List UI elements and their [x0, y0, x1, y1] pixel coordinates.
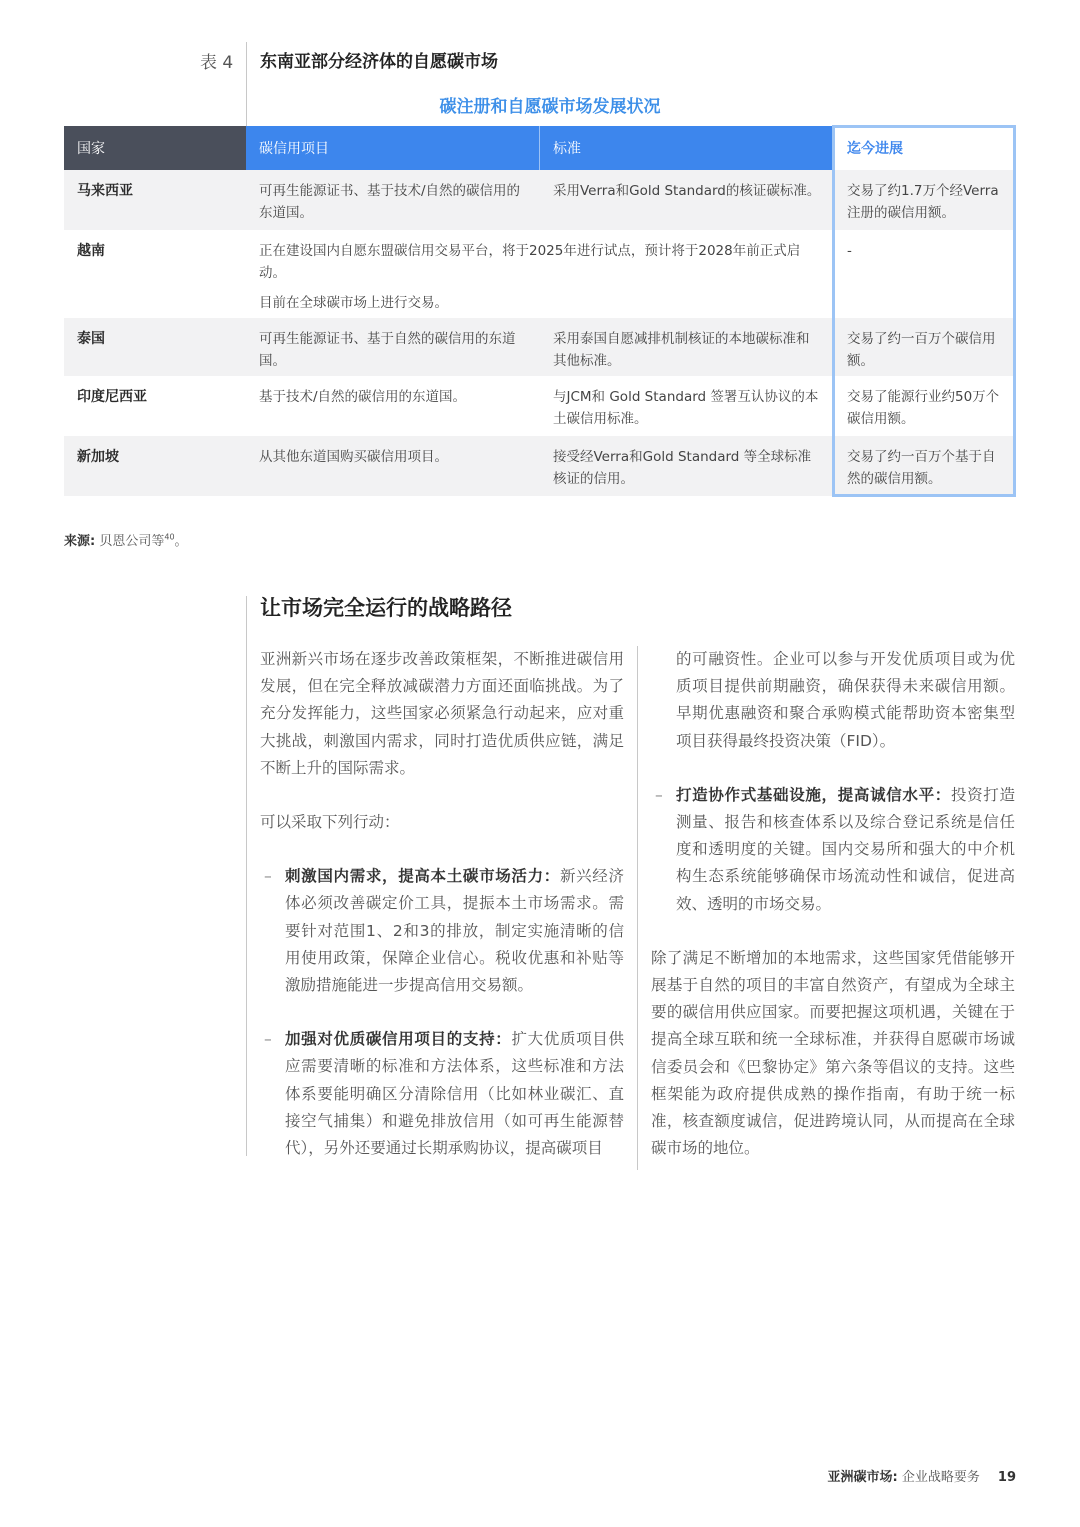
- bullet-item: [260, 1026, 624, 1162]
- cell-project-standard-combined: [246, 230, 834, 318]
- right-column: [651, 646, 1015, 1189]
- table-header-row: [64, 126, 1016, 170]
- combined-text: 正在建设国内自愿东盟碳信用交易平台，将于2025年进行试点，预计将于2028年前正式启动。: [259, 243, 801, 281]
- source-footnote-ref: 40: [164, 532, 175, 542]
- cell-country: 新加坡: [77, 449, 119, 465]
- cell-project: 基于技术/自然的碳信用的东道国。: [259, 389, 467, 405]
- table-row: [64, 230, 1016, 318]
- table-row: [64, 376, 1016, 436]
- cell-project: 可再生能源证书、基于技术/自然的碳信用的东道国。: [259, 183, 521, 221]
- cell-country: 越南: [77, 243, 105, 259]
- cell-progress: -: [847, 243, 852, 259]
- bullet-item: [260, 863, 624, 999]
- cell-progress: 交易了约一百万个碳信用额。: [847, 331, 996, 369]
- bullet-continuation: 的可融资性。企业可以参与开发优质项目或为优质项目提供前期融资，确保获得未来碳信用额。早期优惠融资和聚合承购模式能帮助资本密集型项目获得最终投资决策（FID）。: [676, 650, 1015, 750]
- source-end: 。: [174, 534, 188, 549]
- cell-country: 泰国: [77, 331, 105, 347]
- table-row: [64, 436, 1016, 496]
- table-source: [64, 530, 188, 549]
- dash-bullet-icon: –: [655, 785, 663, 804]
- bullet-heading: 刺激国内需求，提高本土碳市场活力：: [285, 867, 560, 886]
- cell-standard: 采用Verra和Gold Standard的核证碳标准。: [553, 183, 821, 199]
- cell-progress: 交易了约一百万个基于自然的碳信用额。: [847, 449, 996, 487]
- bullet-text: 新兴经济体必须改善碳定价工具，提振本土市场需求。需要针对范围1、2和3的排放，制定实施清晰的信用使用政策，保障企业信心。税收优惠和补贴等激励措施能进一步提高信用交易额。: [285, 867, 624, 995]
- carbon-market-table: [64, 126, 1016, 496]
- combined-text-2: 目前在全球碳市场上进行交易。: [259, 295, 448, 311]
- footer-title: 亚洲碳市场:: [827, 1470, 898, 1485]
- section-divider: [246, 596, 247, 1156]
- section-title: 让市场完全运行的战略路径: [260, 596, 512, 620]
- footer-subtitle: 企业战略要务: [901, 1470, 980, 1485]
- dash-bullet-icon: –: [264, 867, 272, 886]
- actions-intro: 可以采取下列行动：: [260, 813, 400, 832]
- table-row: [64, 170, 1016, 230]
- bullet-heading: 加强对优质碳信用项目的支持：: [285, 1030, 512, 1049]
- header-country: 国家: [64, 126, 246, 170]
- cell-progress: 交易了约1.7万个经Verra注册的碳信用额。: [847, 183, 999, 221]
- cell-project: 可再生能源证书、基于自然的碳信用的东道国。: [259, 331, 516, 369]
- intro-paragraph: 亚洲新兴市场在逐步改善政策框架，不断推进碳信用发展，但在完全释放减碳潜力方面还面临挑战。为了充分发挥能力，这些国家必须紧急行动起来，应对重大挑战，刺激国内需求，同时打造优质供应链，满足不断上升的国际需求。: [260, 650, 624, 777]
- bullet-text: 扩大优质项目供应需要清晰的标准和方法体系，这些标准和方法体系要能明确区分清除信用（比如林业碳汇、直接空气捕集）和避免排放信用（如可再生能源替代），另外还要通过长期承购协议，提高碳项目: [285, 1030, 624, 1158]
- table-number: 表 4: [200, 53, 234, 73]
- dash-bullet-icon: –: [264, 1030, 272, 1049]
- table-row: [64, 318, 1016, 376]
- closing-paragraph: 除了满足不断增加的本地需求，这些国家凭借能够开展基于自然的项目的丰富自然资产，有望成为全球主要的碳信用供应国家。而要把握这项机遇，关键在于提高全球互联和统一全球标准，并获得自愿碳市场诚信委员会和《巴黎协定》第六条等倡议的支持。这些框架能为政府提供成熟的操作指南，有助于统一标准，核查额度诚信，促进跨境认同，从而提高在全球碳市场的地位。: [651, 948, 1015, 1158]
- column-divider: [637, 646, 638, 1170]
- header-project: 碳信用项目: [246, 126, 540, 170]
- cell-standard: 接受经Verra和Gold Standard 等全球标准核证的信用。: [553, 449, 812, 487]
- table-subheader: 碳注册和自愿碳市场发展状况: [439, 97, 661, 117]
- page-footer: [828, 1466, 1016, 1485]
- header-standard: 标准: [540, 126, 834, 170]
- left-column: [260, 646, 624, 1162]
- table-title: 东南亚部分经济体的自愿碳市场: [260, 52, 498, 72]
- cell-standard: 采用泰国自愿减排机制核证的本地碳标准和其他标准。: [553, 331, 810, 369]
- cell-project: 从其他东道国购买碳信用项目。: [259, 449, 448, 465]
- bullet-item: [651, 782, 1015, 918]
- cell-progress: 交易了能源行业约50万个碳信用额。: [847, 389, 1000, 427]
- cell-country: 印度尼西亚: [77, 389, 147, 405]
- bullet-heading: 打造协作式基础设施，提高诚信水平：: [676, 785, 951, 804]
- cell-standard: 与JCM和 Gold Standard 签署互认协议的本土碳信用标准。: [553, 389, 819, 427]
- source-text: 贝恩公司等: [99, 534, 165, 549]
- source-label: 来源:: [64, 534, 96, 549]
- page-number: 19: [997, 1470, 1016, 1485]
- header-progress: 迄今进展: [834, 126, 1016, 170]
- cell-country: 马来西亚: [77, 183, 133, 199]
- bullet-text: 投资打造测量、报告和核查体系以及综合登记系统是信任度和透明度的关键。国内交易所和强大的中介机构生态系统能够确保市场流动性和诚信，促进高效、透明的市场交易。: [676, 785, 1015, 913]
